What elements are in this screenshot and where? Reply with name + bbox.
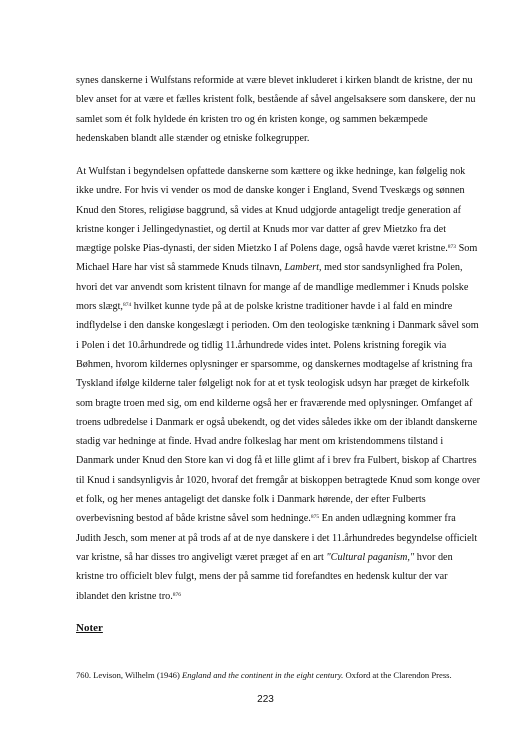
footnote-ref-874[interactable]: 874	[122, 302, 132, 309]
body-paragraph-2	[76, 162, 481, 606]
text-run: At Wulfstan i begyndelsen opfattede danskerne som kættere og ikke hedninge, kan følgelig nok ikke undre. For hvis vi vender os mod de danske konger i England, Svend Tveskægs og sønnen Knud den Stores, religiøse baggrund, så vides at Knud udgjorde antageligt tredje generation af kristne konger i Jellingedynastiet, og dertil at Knuds mor var datter af grev Mietzko fra det mægtige polske Pias-dynasti, der siden Mietzko I af Polens dage, også havde været kristne.	[76, 166, 466, 255]
footnote-text: 760. Levison, Wilhelm (1946)	[76, 670, 182, 680]
text-run: En anden udlægning kommer fra Judith Jesch, som mener at på trods af at de nye danskere i det 11.århundredes begyndelse officielt var kristne, så har disses tro angiveligt været præget af en art	[76, 513, 478, 563]
text-run: , med stor sandsynlighed fra Polen, hvori det var anvendt som kristent tilnavn for mange af de mandlige medlemmer i Knuds polske mors slægt,	[76, 262, 469, 313]
notes-heading: Noter	[76, 622, 103, 634]
footnote-title: England and the continent in the eight century.	[181, 670, 344, 680]
footnote-760	[76, 669, 496, 681]
page-number: 223	[257, 694, 274, 705]
footnote-text: Oxford at the Clarendon Press.	[343, 670, 452, 680]
text-run: hvilket kunne tyde på at de polske kristne traditioner havde i al fald en mindre indflydelse i den danske kongeslægt i perioden. Om den teologiske tænkning i Danmark såvel som i Polen i det 10.århundrede og tidlig 11.århundrede vides intet. Polens kristning foregik via Bøhmen, hvorom kildernes oplysninger er sparsomme, og danskernes modtagelse af kristning fra Tyskland ifølge kilderne taler følgeligt nok for at et tysk teologisk udsyn har præget de kirkefolk som bragte troen med sig, om end kilderne også her er fraværende med oplysninger. Omfanget af troens udbredelse i Danmark er også ubekendt, og det vides således ikke om der iblandt danskerne stadig var hedninge at finde. Hvad andre folkeslag har ment om kristendommens tilstand i Danmark under Knud den Store kan vi dog få et lille glimt af i brev fra Fulbert, biskop af Chartres til Knud i sandsynligvis år 1020, hvoraf det fremgår at biskoppen betragtede Knud som konge over et folk, og her menes antageligt det danske folk i Danmark hørende, der efter Fulberts overbevisning bestod af både kristne såvel som hedninge.	[76, 301, 481, 525]
italic-text: "Cultural paganism,"	[326, 551, 415, 563]
footnote-ref-875[interactable]: 875	[310, 514, 320, 521]
text-run: Som Michael Hare har vist så stammede Knuds tilnavn,	[76, 243, 478, 274]
text-run: hvor den kristne tro officielt blev fulgt, mens der på samme tid forefandtes en hedensk kultur der var iblandet den kristne tro.	[76, 551, 453, 602]
footnote-ref-873[interactable]: 873	[447, 244, 457, 251]
italic-text: Lambert	[284, 262, 320, 274]
body-paragraph-1	[76, 71, 481, 148]
paragraph-text	[76, 162, 481, 606]
footnote-ref-876[interactable]: 876	[172, 591, 182, 598]
paragraph-text: synes danskerne i Wulfstans reformide at være blevet inkluderet i kirken blandt de kristne, der nu blev anset for at være et fælles kristent folk, bestående af såvel angelsaksere som danskere, der nu samlet som ét folk hyldede én kristen tro og én kristen konge, og sammen bekæmpede hedenskaben blandt alle stænder og etniske folkegrupper.	[76, 75, 476, 144]
